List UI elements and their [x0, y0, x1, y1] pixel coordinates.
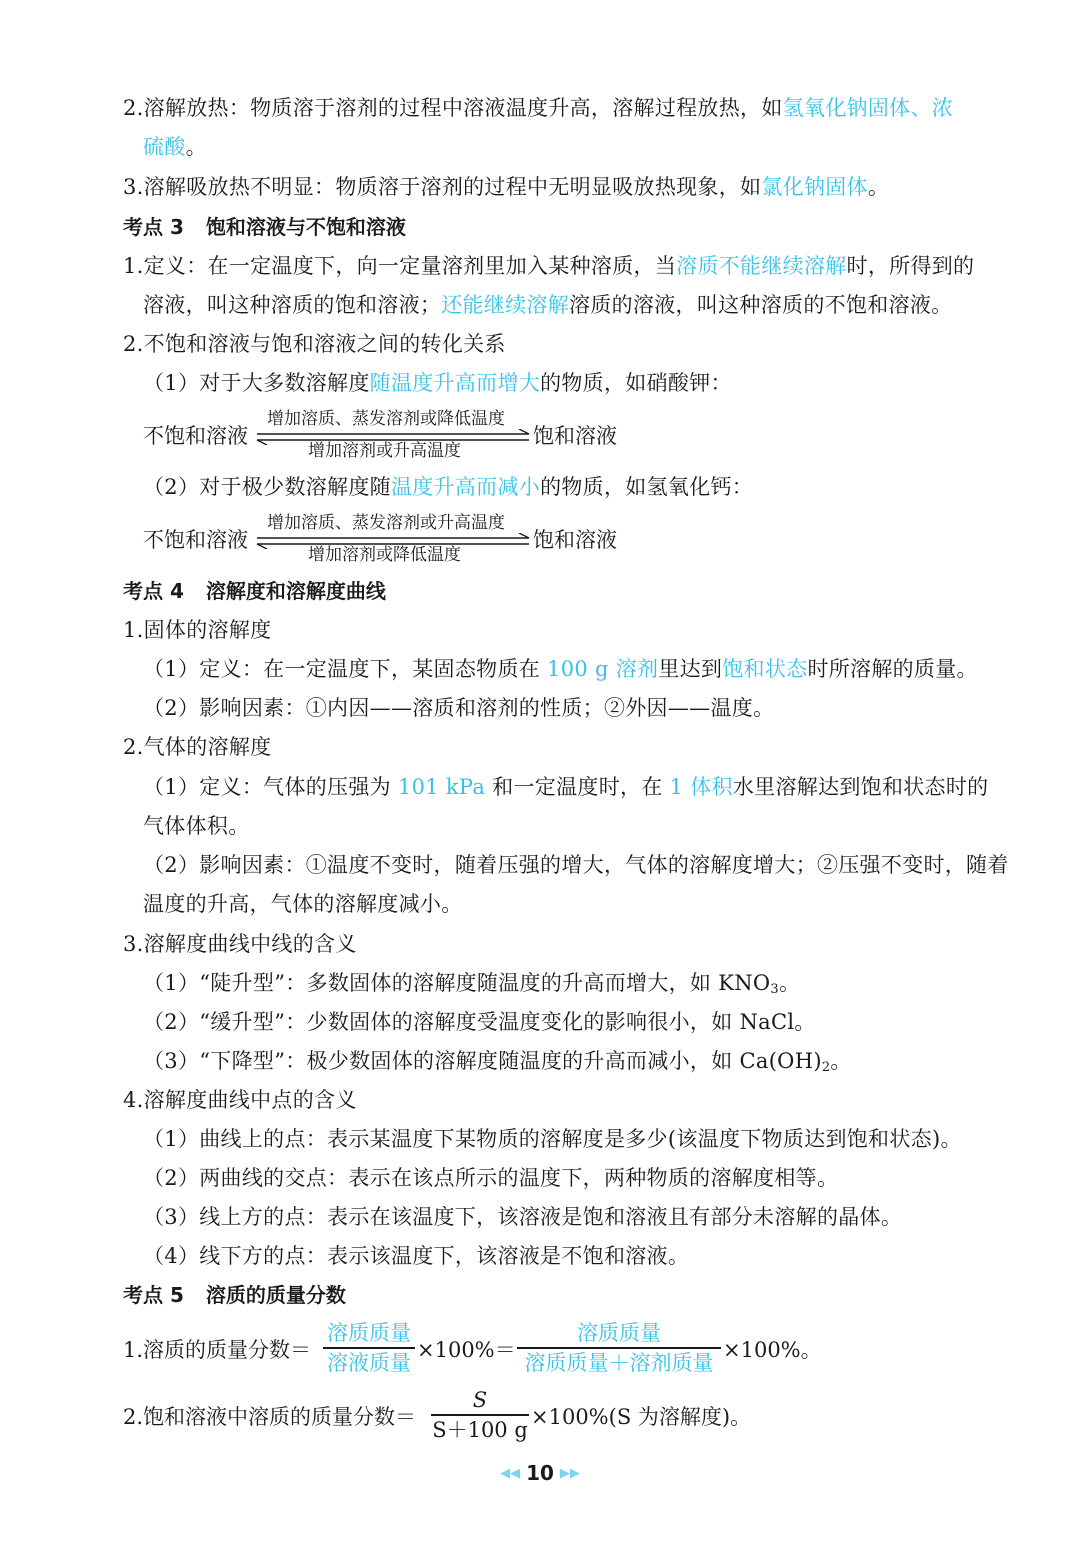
- highlight-answer: 还能继续溶解: [441, 293, 570, 317]
- paragraph-text: 。: [185, 135, 207, 159]
- fraction-bar: [323, 1347, 415, 1349]
- highlight-answer: 氯化钠固体: [761, 175, 868, 199]
- double-arrow-icon: [253, 533, 533, 549]
- subsection-title: [123, 734, 271, 760]
- formula-tail: ×100%(S 为溶解度)。: [531, 1405, 752, 1429]
- paragraph-text: 溶液，叫这种溶质的饱和溶液；: [143, 293, 442, 317]
- paragraph-no-heat: [123, 174, 889, 200]
- fraction-numerator: 溶质质量: [327, 1321, 411, 1345]
- conversion-left-label: 不饱和溶液: [143, 528, 248, 552]
- paragraph-text: 气体体积。: [143, 814, 250, 838]
- paragraph-text: 时所溶解的质量。: [807, 657, 978, 681]
- paragraph-text: 3.溶解度曲线中线的含义: [123, 932, 357, 956]
- fraction-bar: [517, 1347, 721, 1349]
- paragraph-text: （2）影响因素：①温度不变时，随着压强的增大，气体的溶解度增大；②压强不变时，随着: [143, 853, 1009, 877]
- item-slow-rise: [143, 1009, 816, 1035]
- highlight-answer: 100 g 溶剂: [547, 657, 659, 681]
- subsection-title: [123, 931, 357, 957]
- paragraph-text: 的物质，如硝酸钾：: [540, 371, 732, 395]
- conversion-lower-condition: 增加溶剂或降低温度: [308, 545, 461, 565]
- section-heading-3: [123, 214, 406, 240]
- item-decline: [143, 1048, 852, 1081]
- double-arrow-icon: [253, 429, 533, 445]
- item-point-on-curve: [143, 1126, 962, 1152]
- paragraph-text: 。: [778, 971, 801, 995]
- paragraph-text: （2）两曲线的交点：表示在该点所示的温度下，两种物质的溶解度相等。: [143, 1166, 839, 1190]
- paragraph-text: 和一定温度时，在: [485, 775, 670, 799]
- paragraph-text: 2.溶解放热：物质溶于溶剂的过程中溶液温度升高，溶解过程放热，如: [123, 96, 783, 120]
- paragraph-definition: [123, 253, 974, 279]
- paragraph-text: （4）线下方的点：表示该温度下，该溶液是不饱和溶液。: [143, 1244, 690, 1268]
- paragraph-text: 溶质的溶液，叫这种溶质的不饱和溶液。: [569, 293, 953, 317]
- fraction-numerator: 溶质质量: [577, 1321, 661, 1345]
- formula-saturated-fraction: [123, 1387, 843, 1447]
- conversion-right-label: 饱和溶液: [533, 424, 617, 448]
- section-number: 考点 3: [123, 215, 184, 239]
- paragraph-definition-cont: [143, 292, 952, 318]
- formula-operator: ×100%＝: [417, 1338, 516, 1362]
- subsection-title: [123, 617, 271, 643]
- paragraph-text: 2.不饱和溶液与饱和溶液之间的转化关系: [123, 332, 506, 356]
- highlight-answer: 溶质不能继续溶解: [676, 254, 847, 278]
- page-number-text: 10: [526, 1461, 554, 1485]
- item-point-below: [143, 1243, 689, 1269]
- paragraph-text: （2）对于极少数溶解度随: [143, 475, 391, 499]
- fraction-denominator: S＋100 g: [432, 1417, 528, 1442]
- item-gas-factors: [143, 852, 1009, 878]
- item-gas-definition: [143, 774, 988, 800]
- formula-mass-fraction: [123, 1320, 843, 1380]
- fraction-bar: [431, 1414, 529, 1416]
- paragraph-text: 2.气体的溶解度: [123, 735, 272, 759]
- paragraph-text: （3）“下降型”：极少数固体的溶解度随温度的升高而减小，如 Ca(OH): [143, 1049, 822, 1073]
- conversion-left-label: 不饱和溶液: [143, 424, 248, 448]
- page-number: [0, 1461, 1080, 1485]
- section-title: 溶质的质量分数: [205, 1283, 346, 1307]
- conversion-diagram-1: [143, 407, 643, 467]
- conversion-upper-condition: 增加溶质、蒸发溶剂或升高温度: [267, 513, 505, 533]
- section-heading-5: [123, 1282, 346, 1308]
- paragraph-text: 1.固体的溶解度: [123, 618, 272, 642]
- subsection-title: [123, 331, 506, 357]
- paragraph-text: 。: [830, 1049, 852, 1073]
- fraction-s-over-s100: [431, 1387, 529, 1443]
- chevron-left-icon: ◀◀: [500, 1466, 521, 1481]
- item-gas-factors-cont: [143, 891, 463, 917]
- highlight-answer: 饱和状态: [722, 657, 808, 681]
- paragraph-text: 。: [867, 175, 890, 199]
- paragraph-text: 时，所得到的: [846, 254, 975, 278]
- section-title: 溶解度和溶解度曲线: [205, 579, 386, 603]
- section-number: 考点 4: [123, 579, 184, 603]
- subscript: 2: [821, 1060, 831, 1075]
- highlight-answer: 随温度升高而增大: [369, 371, 541, 395]
- fraction-solute-over-solution: [323, 1320, 415, 1376]
- paragraph-text: （3）线上方的点：表示在该温度下，该溶液是饱和溶液且有部分未溶解的晶体。: [143, 1205, 903, 1229]
- item-point-above: [143, 1204, 902, 1230]
- conversion-lower-condition: 增加溶剂或升高温度: [308, 441, 461, 461]
- paragraph-text: 4.溶解度曲线中点的含义: [123, 1088, 357, 1112]
- subscript: 3: [770, 982, 779, 997]
- fraction-solute-over-sum: [517, 1320, 721, 1376]
- section-heading-4: [123, 578, 386, 604]
- conversion-diagram-2: [143, 511, 643, 571]
- chevron-right-icon: ▶▶: [559, 1466, 580, 1481]
- paragraph-text: （1）定义：气体的压强为: [143, 775, 398, 799]
- item-gas-definition-cont: [143, 813, 250, 839]
- paragraph-heat-release: [123, 95, 953, 121]
- highlight-answer: 温度升高而减小: [390, 475, 541, 499]
- subsection-title: [123, 1087, 357, 1113]
- paragraph-text: （2）影响因素：①内因——溶质和溶剂的性质；②外因——温度。: [143, 696, 775, 720]
- section-title: 饱和溶液与不饱和溶液: [205, 215, 406, 239]
- formula-lead: 1.溶质的质量分数＝: [123, 1338, 312, 1362]
- paragraph-text: （2）“缓升型”：少数固体的溶解度受温度变化的影响很小，如 NaCl。: [143, 1010, 816, 1034]
- item-intersection: [143, 1165, 838, 1191]
- paragraph-text: （1）“陡升型”：多数固体的溶解度随温度的升高而增大，如 KNO: [143, 971, 771, 995]
- fraction-denominator: 溶质质量＋溶剂质量: [524, 1350, 714, 1375]
- fraction-denominator: 溶液质量: [327, 1350, 411, 1375]
- paragraph-text: 1.定义：在一定温度下，向一定量溶剂里加入某种溶质，当: [123, 254, 677, 278]
- paragraph-heat-release-cont: [143, 134, 207, 160]
- paragraph-text: 3.溶解吸放热不明显：物质溶于溶剂的过程中无明显吸放热现象，如: [123, 175, 762, 199]
- item-increase-type: [143, 370, 732, 396]
- highlight-answer: 101 kPa: [397, 775, 486, 799]
- paragraph-text: （1）曲线上的点：表示某温度下某物质的溶解度是多少(该温度下物质达到饱和状态)。: [143, 1127, 962, 1151]
- item-solid-definition: [143, 656, 978, 682]
- formula-lead: 2.饱和溶液中溶质的质量分数＝: [123, 1405, 417, 1429]
- conversion-upper-condition: 增加溶质、蒸发溶剂或降低温度: [267, 409, 505, 429]
- paragraph-text: 的物质，如氢氧化钙：: [540, 475, 754, 499]
- formula-tail: ×100%。: [723, 1338, 822, 1362]
- conversion-right-label: 饱和溶液: [533, 528, 617, 552]
- highlight-answer: 氢氧化钠固体、浓: [782, 96, 954, 120]
- item-steep-rise: [143, 970, 800, 1003]
- item-solid-factors: [143, 695, 774, 721]
- highlight-answer: 1 体积: [669, 775, 733, 799]
- paragraph-text: 水里溶解达到饱和状态时的: [732, 775, 989, 799]
- paragraph-text: （1）对于大多数溶解度: [143, 371, 370, 395]
- paragraph-text: 里达到: [658, 657, 723, 681]
- paragraph-text: 温度的升高，气体的溶解度减小。: [143, 892, 463, 916]
- paragraph-text: （1）定义：在一定温度下，某固态物质在: [143, 657, 548, 681]
- highlight-answer: 硫酸: [143, 135, 186, 159]
- section-number: 考点 5: [123, 1283, 184, 1307]
- fraction-numerator: S: [472, 1388, 488, 1412]
- item-decrease-type: [143, 474, 753, 500]
